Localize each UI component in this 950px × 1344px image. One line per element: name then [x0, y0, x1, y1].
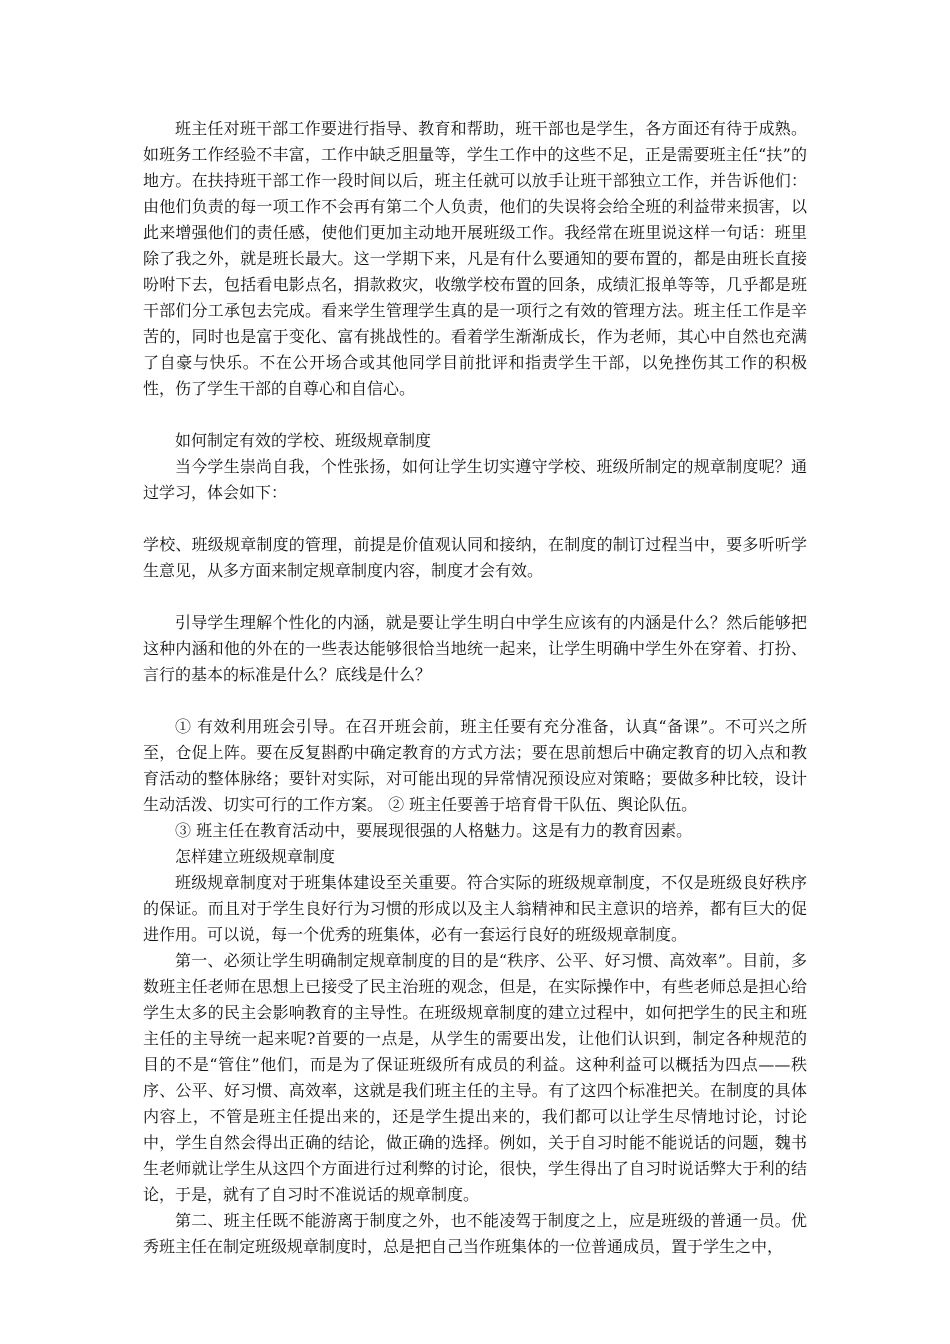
paragraph-class-meeting: ① 有效利用班会引导。在召开班会前，班主任要有充分准备，认真“备课”。不可兴之所至，仓促上阵。要在反复斟酌中确定教育的方式方法；要在思前想后中确定教育的切入点和教育活动的整体脉络；要针对实际，对可能出现的异常情况预设应对策略；要做多种比较，设计生动活泼、切实可行的工作方案。 ② 班主任要善于培育骨干队伍、舆论队伍。	[143, 717, 807, 814]
paragraph-class-leader-guidance: 班主任对班干部工作要进行指导、教育和帮助，班干部也是学生，各方面还有待于成熟。如班务工作经验不丰富，工作中缺乏胆量等，学生工作中的这些不足，正是需要班主任“扶”的地方。在扶持班干部工作一段时间以后，班主任就可以放手让班干部独立工作，并告诉他们：由他们负责的每一项工作不会再有第二个人负责，他们的失误将会给全班的利益带来损害，以此来增强他们的责任感，使他们更加主动地开展班级工作。我经常在班里说这样一句话：班里除了我之外，就是班长最大。这一学期下来，凡是有什么要通知的要布置的，都是由班长直接吩咐下去，包括看电影点名，捐款救灾，收缴学校布置的回条，成绩汇报单等等，几乎都是班干部们分工承包去完成。看来学生管理学生真的是一项行之有效的管理方法。班主任工作是辛苦的，同时也是富于变化、富有挑战性的。看着学生渐渐成长，作为老师，其心中自然也充满了自豪与快乐。不在公开场合或其他同学目前批评和指责学生干部，以免挫伤其工作的积极性，伤了学生干部的自尊心和自信心。	[143, 119, 807, 398]
paragraph-students-today: 当今学生崇尚自我，个性张扬，如何让学生切实遵守学校、班级所制定的规章制度呢？通过学习，体会如下：	[143, 457, 807, 502]
heading-build-rules: 怎样建立班级规章制度	[175, 847, 336, 866]
spacer	[143, 688, 807, 714]
paragraph-rules-management: 学校、班级规章制度的管理，前提是价值观认同和接纳，在制度的制订过程当中，要多听听学生意见，从多方面来制定规章制度内容，制度才会有效。	[143, 535, 807, 580]
spacer	[143, 402, 807, 428]
paragraph-personality-guidance: 引导学生理解个性化的内涵，就是要让学生明白中学生应该有的内涵是什么？然后能够把这种内涵和他的外在的一些表达能够很恰当地统一起来，让学生明确中学生外在穿着、打扮、言行的基本的标准是什么？底线是什么？	[143, 613, 807, 684]
paragraph-rules-importance: 班级规章制度对于班集体建设至关重要。符合实际的班级规章制度，不仅是班级良好秩序的保证。而且对于学生良好行为习惯的形成以及主人翁精神和民主意识的培养，都有巨大的促进作用。可以说，每一个优秀的班集体，必有一套运行良好的班级规章制度。	[143, 873, 807, 944]
paragraph-first-point: 第一、必须让学生明确制定规章制度的目的是“秩序、公平、好习惯、高效率”。目前，多数班主任老师在思想上已接受了民主治班的观念，但是，在实际操作中，有些老师总是担心给学生太多的民主会影响教育的主导性。在班级规章制度的建立过程中，如何把学生的民主和班主任的主导统一起来呢?首要的一点是，从学生的需要出发，让他们认识到，制定各种规范的目的不是“管住”他们，而是为了保证班级所有成员的利益。这种利益可以概括为四点——秩序、公平、好习惯、高效率，这就是我们班主任的主导。有了这四个标准把关。在制度的具体内容上，不管是班主任提出来的，还是学生提出来的，我们都可以让学生尽情地讨论，讨论中，学生自然会得出正确的结论，做正确的选择。例如，关于自习时能不能说话的问题，魏书生老师就让学生从这四个方面进行过利弊的讨论，很快，学生得出了自习时说话弊大于利的结论，于是，就有了自习时不准说话的规章制度。	[143, 951, 807, 1204]
spacer	[143, 506, 807, 532]
paragraph-second-point: 第二、班主任既不能游离于制度之外，也不能凌驾于制度之上，应是班级的普通一员。优秀班主任在制定班级规章制度时，总是把自己当作班集体的一位普通成员，置于学生之中，	[143, 1211, 807, 1256]
paragraph-personal-charisma: ③ 班主任在教育活动中，要展现很强的人格魅力。这是有力的教育因素。	[175, 821, 693, 840]
heading-effective-rules: 如何制定有效的学校、班级规章制度	[175, 431, 432, 450]
spacer	[143, 584, 807, 610]
document-page	[143, 116, 807, 1260]
